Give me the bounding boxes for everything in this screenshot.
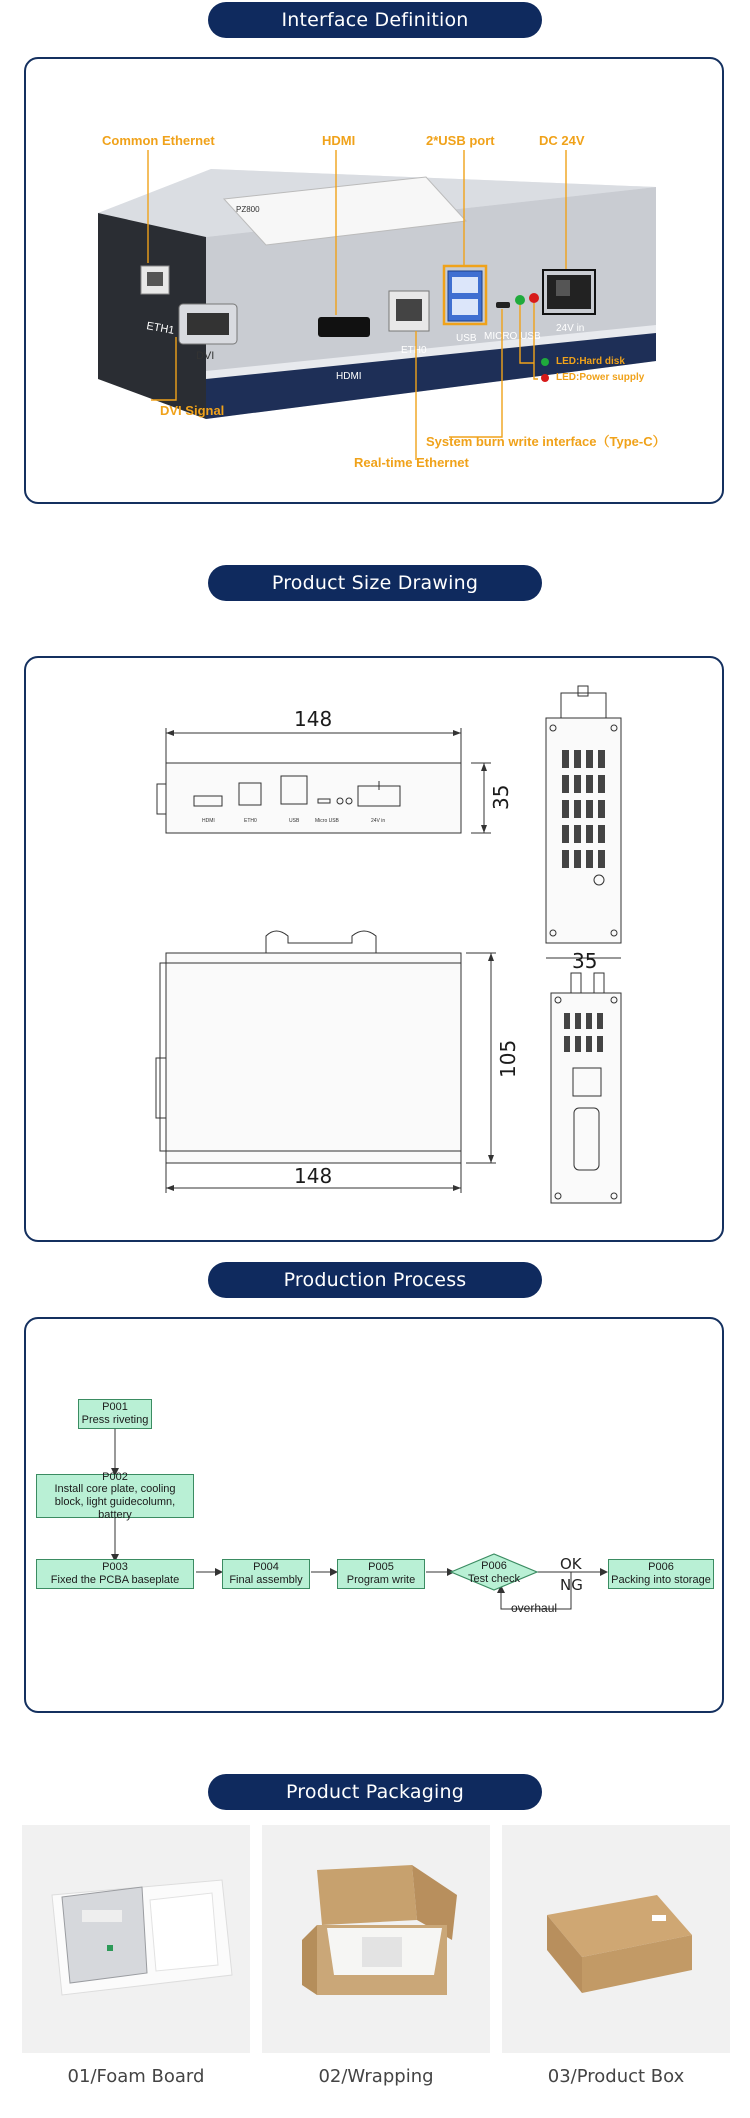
p002-text: Install core plate, cooling block, light guidecolumn, battery [54, 1483, 176, 1521]
print-micro-usb: MICRO USB [484, 331, 541, 342]
p005-code: P005 [368, 1561, 394, 1574]
p006b-text: Packing into storage [611, 1574, 711, 1586]
label-led-power: LED:Power supply [556, 372, 645, 383]
p003-code: P003 [102, 1561, 128, 1574]
label-realtime-ethernet: Real-time Ethernet [354, 455, 469, 470]
dim-depth: 105 [496, 1039, 520, 1078]
label-ok: OK [560, 1555, 582, 1573]
print-dvi: DVI [196, 350, 215, 362]
section-title-size: Product Size Drawing [208, 565, 542, 601]
size-drawing [26, 658, 726, 1244]
dim-top-width: 148 [294, 1164, 333, 1188]
p006a-text: Test check [468, 1573, 520, 1585]
print-model: PZ800 [236, 205, 260, 214]
label-hdmi: HDMI [322, 133, 356, 148]
photo-foam-board [22, 1825, 250, 2053]
drawing-port-usb: USB [289, 818, 300, 824]
label-dvi-signal: DVI Signal [160, 403, 225, 418]
print-24v-in: 24V in [556, 323, 585, 334]
p001-text: Press riveting [81, 1414, 149, 1426]
p004-text: Final assembly [229, 1574, 303, 1586]
print-hdmi: HDMI [336, 371, 362, 382]
caption-foam-board: 01/Foam Board [67, 2066, 205, 2087]
p006b-code: P006 [648, 1561, 674, 1574]
process-panel [24, 1317, 724, 1713]
drawing-port-24v: 24V in [371, 818, 386, 824]
dim-front-height: 35 [489, 784, 513, 810]
label-usb-port: 2*USB port [426, 133, 495, 148]
section-title-process: Production Process [208, 1262, 542, 1298]
section-title-packaging: Product Packaging [208, 1774, 542, 1810]
photo-product-box [502, 1825, 730, 2053]
caption-wrapping: 02/Wrapping [318, 2066, 434, 2087]
label-overhaul: overhaul [511, 1601, 558, 1615]
process-p001 [78, 1399, 152, 1429]
process-p003 [36, 1559, 194, 1589]
drawing-port-eth0: ETH0 [244, 818, 257, 824]
drawing-port-hdmi: HDMI [202, 818, 215, 824]
process-p006-test [454, 1559, 534, 1587]
print-eth1: ETH1 [145, 320, 176, 337]
process-p004 [222, 1559, 310, 1589]
print-eth0: ETH0 [401, 345, 427, 356]
process-p005 [337, 1559, 425, 1589]
dim-side-width: 35 [572, 949, 598, 973]
label-dc24v: DC 24V [539, 133, 585, 148]
label-ng: NG [560, 1576, 583, 1594]
section-title-interface: Interface Definition [208, 2, 542, 38]
drawing-port-micro-usb: Micro USB [315, 818, 339, 824]
p005-text: Program write [346, 1574, 416, 1586]
p001-code: P001 [102, 1401, 128, 1414]
print-usb: USB [456, 333, 477, 344]
interface-panel [24, 57, 724, 504]
caption-product-box: 03/Product Box [547, 2066, 685, 2087]
led-legend-dots [26, 59, 726, 506]
p002-code: P002 [102, 1470, 128, 1483]
label-burn-interface: System burn write interface（Type-C） [426, 434, 666, 449]
process-p002 [36, 1470, 194, 1521]
process-p006-packing [608, 1559, 714, 1589]
p006a-code: P006 [481, 1560, 507, 1573]
label-led-hard-disk: LED:Hard disk [556, 356, 625, 367]
dim-front-width: 148 [294, 707, 333, 731]
label-common-ethernet: Common Ethernet [102, 133, 215, 148]
p004-code: P004 [253, 1561, 279, 1574]
photo-wrapping [262, 1825, 490, 2053]
p003-text: Fixed the PCBA baseplate [50, 1574, 180, 1586]
size-drawing-panel [24, 656, 724, 1242]
